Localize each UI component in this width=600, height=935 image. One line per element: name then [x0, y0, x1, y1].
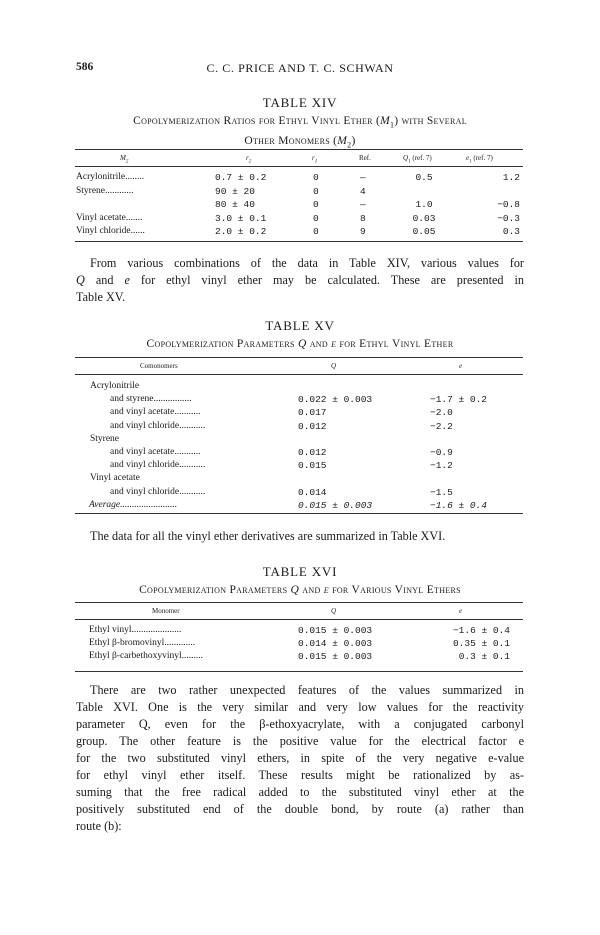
table-14-caption-line2: Other Monomers $(M_2)$ — [244, 135, 356, 150]
table-15-average-q: 0.015 ± 0.003 — [298, 500, 373, 511]
table-15-caption: Copolymerization Parameters Q and e for Ethyl Vinyl Ether — [146, 338, 454, 350]
table-14-q1-cell: 0.5 — [415, 172, 433, 183]
paragraph-discussion — [76, 682, 524, 835]
table-16-e-cell: −1.6 ± 0.4 — [452, 625, 510, 636]
table-14-r2-cell: 2.0 ± 0.2 — [215, 226, 267, 237]
table-15-title: TABLE XV — [265, 318, 335, 333]
table-16-col-e: e — [459, 607, 463, 615]
table-14-title: TABLE XIV — [262, 95, 338, 110]
table-14-top-rule — [75, 149, 523, 150]
table-15-e-cell: −2.2 — [430, 421, 453, 432]
discussion-line: route (b): — [76, 819, 122, 833]
table-14-r2-cell: 3.0 ± 0.1 — [215, 213, 267, 224]
table-15-group-label: Acrylonitrile — [90, 381, 140, 391]
table-15-sub-label: and vinyl acetate........... — [110, 447, 201, 457]
table-15-q-cell: 0.012 — [298, 421, 327, 432]
table-16-monomer-cell: Ethyl β-carbethoxyvinyl......... — [89, 651, 204, 661]
table-14-e1-cell: 1.2 — [502, 172, 520, 183]
table-16-bottom-rule — [75, 671, 523, 672]
table-16-title: TABLE XVI — [262, 564, 338, 579]
table-15-average-label: Average........................ — [89, 500, 178, 510]
table-16-q-cell: 0.015 ± 0.003 — [298, 651, 373, 662]
table-16-monomer-cell: Ethyl vinyl..................... — [89, 625, 182, 635]
table-14-col-m2: $M_2$ — [120, 154, 129, 165]
table-14-monomer-cell: Vinyl acetate....... — [76, 213, 143, 223]
table-15-header-rule — [75, 374, 523, 375]
table-15-top-rule — [75, 357, 523, 358]
table-14-monomer-cell: Acrylonitrile........ — [76, 172, 145, 182]
table-15-e-cell: −2.0 — [430, 407, 453, 418]
discussion-line: positively substituted end of the double bond, by route (a) rather than — [76, 802, 524, 816]
table-14-r2-cell: 90 ± 20 — [215, 186, 255, 197]
table-14-q1-cell: 0.05 — [412, 226, 436, 237]
discussion-line: for ethyl vinyl ether itself. These results might be rationalized by as- — [76, 768, 524, 782]
table-16-top-rule — [75, 602, 523, 603]
table-14-r1-cell: 0 — [313, 172, 319, 183]
running-title: C. C. PRICE AND T. C. SCHWAN — [206, 61, 394, 75]
table-15-group-label: Styrene — [90, 434, 120, 444]
table-14-q1-cell: 0.03 — [412, 213, 436, 224]
table-15-sub-label: and vinyl chloride........... — [110, 460, 206, 470]
table-15-col-q: Q — [331, 362, 337, 370]
table-14-header-rule — [75, 166, 523, 167]
table-14-e1-cell: −0.8 — [497, 199, 520, 210]
discussion-line: group. The other feature is the positive value for the electrical factor e — [76, 734, 524, 748]
table-15-sub-label: and vinyl acetate........... — [110, 407, 201, 417]
table-16-col-monomer: Monomer — [152, 607, 180, 615]
table-14-q1-cell: 1.0 — [415, 199, 433, 210]
discussion-line: parameter Q, even for the β-ethoxyacrylate, with a conjugated carbonyl — [76, 717, 524, 731]
table-15-q-cell: 0.014 — [298, 487, 327, 498]
table-16-monomer-cell: Ethyl β-bromovinyl............. — [89, 638, 196, 648]
para1-line1: From various combinations of the data in Table XIV, various values for — [90, 256, 524, 270]
table-14-r1-cell: 0 — [313, 213, 319, 224]
table-15-q-cell: 0.017 — [298, 407, 327, 418]
table-15-col-e: e — [459, 362, 463, 370]
table-14-r2-cell: 80 ± 40 — [215, 199, 255, 210]
table-14-r1-cell: 0 — [313, 226, 319, 237]
table-16-e-cell: 0.35 ± 0.1 — [452, 638, 510, 649]
table-14-ref-cell: 9 — [360, 226, 366, 237]
table-14-r2-cell: 0.7 ± 0.2 — [215, 172, 267, 183]
table-16-q-cell: 0.015 ± 0.003 — [298, 625, 373, 636]
table-16-col-q: Q — [331, 607, 337, 615]
table-15-sub-label: and vinyl chloride........... — [110, 421, 206, 431]
table-16-e-cell: 0.3 ± 0.1 — [458, 651, 510, 662]
table-15-q-cell: 0.015 — [298, 460, 327, 471]
table-16-header-rule — [75, 619, 523, 620]
table-14-col-e1: $e_1$ (ref. 7) — [466, 154, 493, 165]
paragraph-intro-table-15 — [76, 255, 524, 306]
table-15-e-cell: −1.7 ± 0.2 — [430, 394, 488, 405]
discussion-line: Table XVI. One is the very similar and very low values for the reactivity — [76, 700, 524, 714]
table-15-e-cell: −0.9 — [430, 447, 453, 458]
table-15-q-cell: 0.022 ± 0.003 — [298, 394, 373, 405]
table-14-ref-cell: 8 — [360, 213, 366, 224]
discussion-line: There are two rather unexpected features of the values summarized in — [90, 683, 524, 697]
table-14-e1-cell: 0.3 — [502, 226, 520, 237]
table-14-ref-cell: — — [360, 172, 366, 183]
page-number: 586 — [76, 61, 94, 73]
table-14-monomer-cell: Styrene............ — [76, 186, 134, 196]
table-15-q-cell: 0.012 — [298, 447, 327, 458]
table-15-bottom-rule — [75, 513, 523, 514]
table-14-ref-cell: 4 — [360, 186, 366, 197]
table-15-average-e: −1.6 ± 0.4 — [430, 500, 488, 511]
para1-line2: Q and e for ethyl vinyl ether may be calculated. These are presented in — [76, 273, 524, 287]
para1-line3: Table XV. — [76, 290, 126, 304]
table-15-group-label: Vinyl acetate — [90, 473, 140, 483]
table-15-e-cell: −1.2 — [430, 460, 453, 471]
discussion-line: for the two substituted vinyl ethers, in spite of the very negative e-value — [76, 751, 524, 765]
table-14-col-r1: $r_1$ — [312, 154, 318, 165]
table-16-caption: Copolymerization Parameters Q and e for Various Vinyl Ethers — [139, 584, 461, 596]
paragraph-intro-table-16: The data for all the vinyl ether derivatives are summarized in Table XVI. — [90, 529, 446, 543]
table-16-q-cell: 0.014 ± 0.003 — [298, 638, 373, 649]
table-15-col-comonomers: Comonomers — [140, 362, 178, 370]
table-14-monomer-cell: Vinyl chloride...... — [76, 226, 145, 236]
table-14-r1-cell: 0 — [313, 186, 319, 197]
table-14-col-ref: Ref. — [359, 154, 371, 162]
table-14-caption-line1: Copolymerization Ratios for Ethyl Vinyl Ether $(M_1)$ with Several — [133, 115, 467, 130]
discussion-line: suming that the free radical added to the substituted vinyl ether at the — [76, 785, 524, 799]
table-14-bottom-rule — [75, 241, 523, 242]
table-14-col-r2: $r_2$ — [246, 154, 252, 165]
table-14-r1-cell: 0 — [313, 199, 319, 210]
table-14-caption — [60, 113, 540, 154]
table-15-e-cell: −1.5 — [430, 487, 453, 498]
table-14-ref-cell: — — [360, 199, 366, 210]
table-14-e1-cell: −0.3 — [497, 213, 520, 224]
table-14-col-q1: $Q_1$ (ref. 7) — [403, 154, 432, 165]
table-15-sub-label: and vinyl chloride........... — [110, 487, 206, 497]
table-15-sub-label: and styrene................ — [110, 394, 192, 404]
